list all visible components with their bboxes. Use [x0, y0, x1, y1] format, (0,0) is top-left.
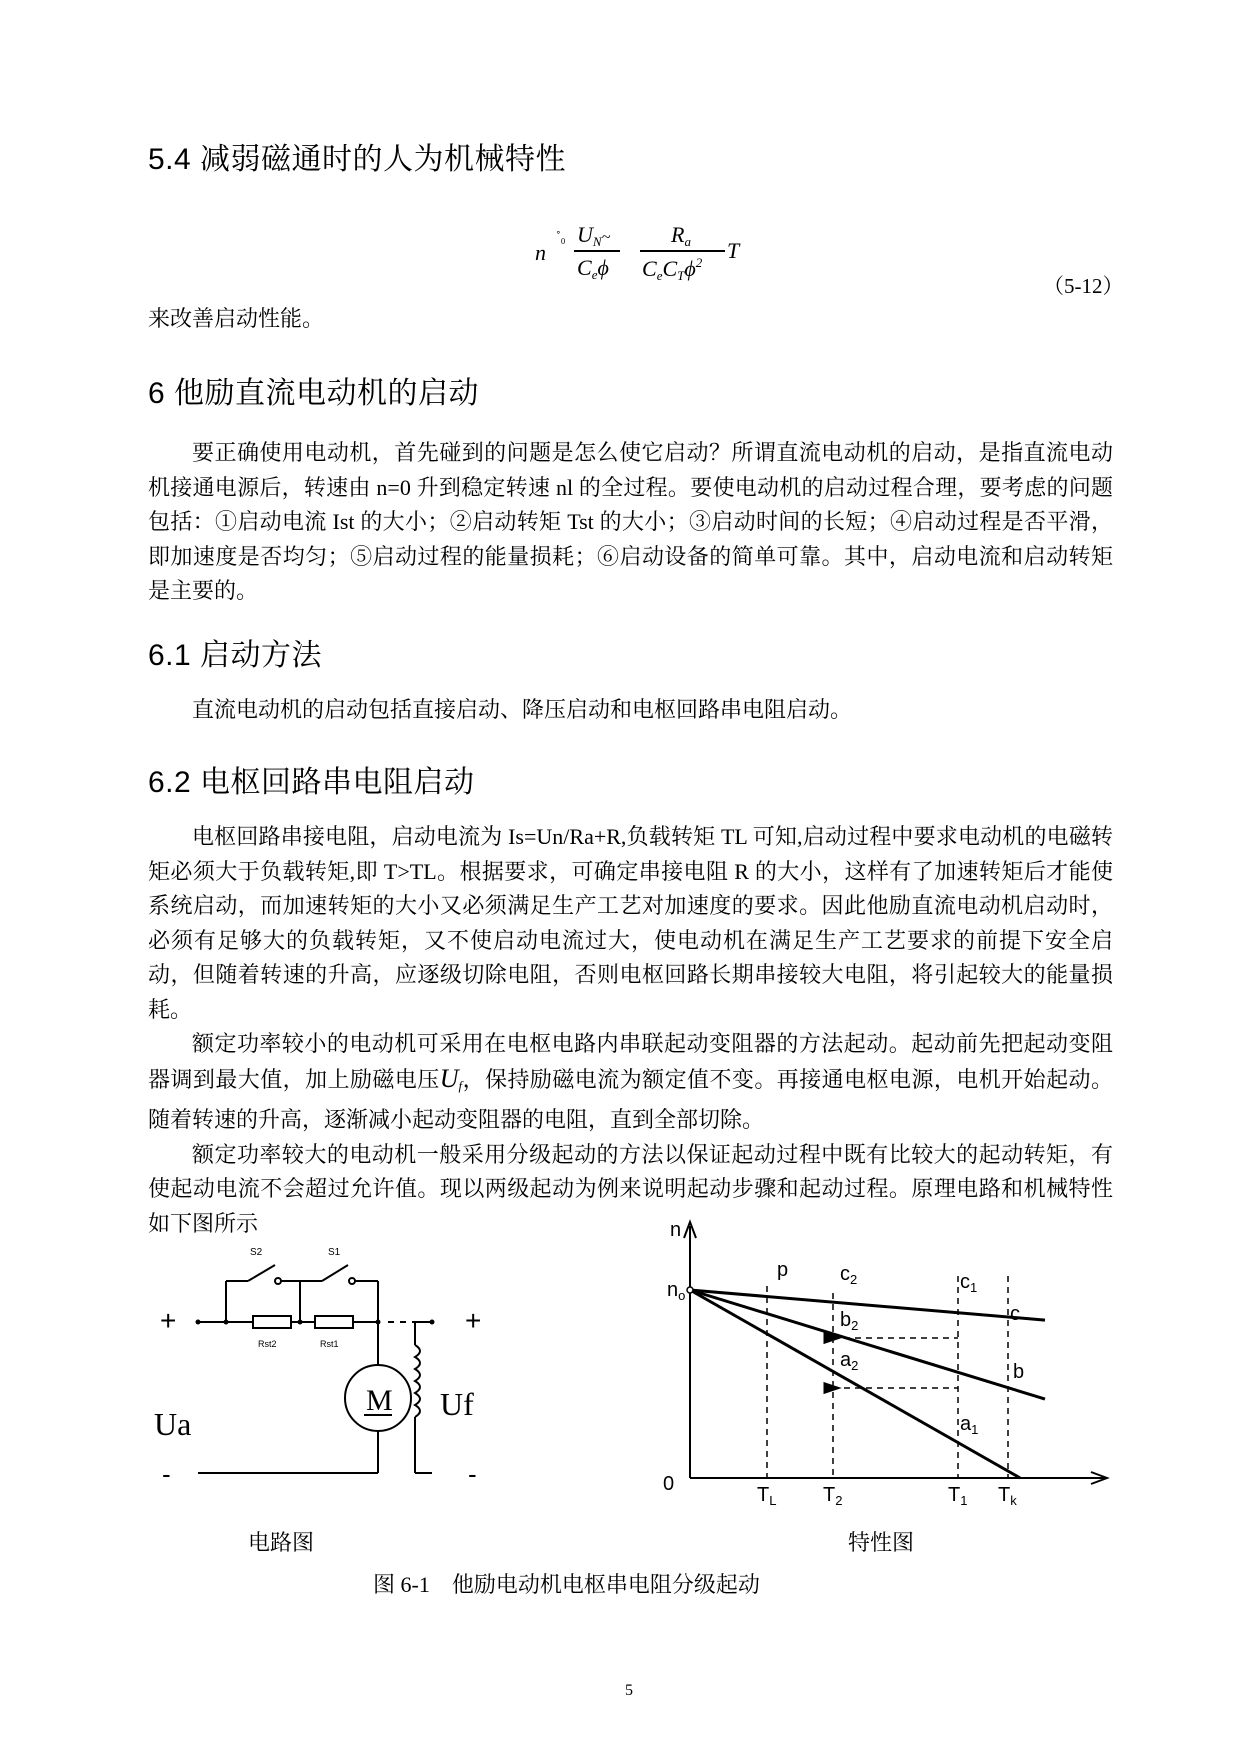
formula-den2: $C_eC_T\phi^2$ [642, 255, 703, 283]
paragraph-6-1: 直流电动机的启动包括直接启动、降压启动和电枢回路串电阻启动。 [192, 697, 853, 722]
resistor-r1-label: Rst1 [320, 1339, 339, 1349]
motor-label: M [366, 1384, 393, 1417]
x-tick-label: $T_L$ [757, 1484, 777, 1508]
point-label: c [1010, 1303, 1020, 1325]
section-heading-6-2: 6.2 电枢回路串电阻启动 [148, 766, 475, 799]
characteristic-chart [655, 1218, 1115, 1523]
point-label: $a_1$ [960, 1413, 979, 1437]
formula-num1: $U_N\sim$ [577, 222, 611, 249]
point-label: $b_2$ [840, 1309, 859, 1333]
formula-tail: T [727, 238, 740, 263]
terminal-dot [430, 1320, 435, 1325]
formula-den1: $C_e\phi$ [577, 255, 609, 282]
page-number: 5 [625, 1682, 633, 1699]
y-axis-label: n [670, 1219, 682, 1241]
junction-dot [376, 1320, 381, 1325]
paragraph-6-2c: 额定功率较大的电动机一般采用分级起动的方法以保证起动过程中既有比较大的起动转矩，有使起动电流不会超过允许值。现以两级起动为例来说明起动步骤和起动过程。原理电路和机械特性如下图所示 [148, 1141, 1113, 1236]
point-label: b [1013, 1361, 1025, 1383]
paragraph-6: 要正确使用电动机，首先碰到的问题是怎么使它启动？所谓直流电动机的启动，是指直流电动机接通电源后，转速由 n=0 升到稳定转速 nl 的全过程。要使电动机的启动过程合理，要考虑的问题包括：①启动电流 Ist 的大小；②启动转矩 Tst 的大小；③启动时间的长短；④启动过程是否平滑，即加速度是否均匀；⑤启动过程的能量损耗；⑥启动设备的简单可靠。其中，启动电流和启动转矩是主要的。 [148, 440, 1113, 603]
figure-caption: 图 6-1 他励电动机电枢串电阻分级起动 [373, 1572, 760, 1597]
plus-left: + [160, 1305, 177, 1336]
paragraph-6-2a: 电枢回路串接电阻，启动电流为 Is=Un/Ra+R,负载转矩 TL 可知,启动过程中要求电动机的电磁转矩必须大于负载转矩,即 T>TL。根据要求，可确定串接电阻 R 的大小，这样有了加速转矩后才能使系统启动，而加速转矩的大小又必须满足生产工艺对加速度的要求。因此他励直流电动机启动时，必须有足够大的负载转矩，又不使启动电流过大，使电动机在满足生产工艺要求的前提下安全启动，但随着转速的升高，应逐级切除电阻，否则电枢回路长期串接较大电阻，将引起较大的能量损耗。 [148, 824, 1113, 1022]
plus-right: + [465, 1305, 482, 1336]
n0-point [687, 1287, 693, 1293]
x-tick-label: $T_1$ [948, 1484, 968, 1508]
formula-number: （5-12） [1043, 274, 1124, 298]
circuit-caption: 电路图 [248, 1530, 315, 1555]
fraction-bar-1 [574, 250, 620, 252]
point-label: p [777, 1259, 789, 1281]
n0-label: $n_o$ [667, 1279, 686, 1303]
point-label: $c_2$ [840, 1263, 858, 1287]
switch-s1-label: S1 [328, 1247, 341, 1258]
transition-arrow [825, 1384, 837, 1392]
section-heading-6: 6 他励直流电动机的启动 [148, 377, 480, 410]
junction-dot [224, 1320, 229, 1325]
minus-left: - [162, 1459, 171, 1489]
point-label: $c_1$ [960, 1271, 978, 1295]
ua-label: Ua [154, 1406, 192, 1442]
x-tick-label: $T_2$ [823, 1484, 843, 1508]
section-heading-6-1: 6.1 启动方法 [148, 639, 323, 672]
junction-dot [298, 1320, 303, 1325]
paragraph-6-2b: 额定功率较小的电动机可采用在电枢电路内串联起动变阻器的方法起动。起动前先把起动变阻器调到最大值，加上励磁电压Uf，保持励磁电流为额定值不变。再接通电枢电源，电机开始起动。随着转速的升高，逐渐减小起动变阻器的电阻，直到全部切除。 [148, 1031, 1113, 1132]
uf-symbol: U [439, 1063, 459, 1093]
uf-label: Uf [440, 1386, 474, 1422]
x-tick-label: $T_k$ [998, 1484, 1017, 1508]
formula-eq: ˚₀ [556, 230, 566, 245]
paragraph-6-2 [148, 820, 1113, 1241]
resistor-r2-label: Rst2 [258, 1339, 277, 1349]
after-formula-text: 来改善启动性能。 [148, 306, 325, 331]
switch-s2-label: S2 [250, 1247, 263, 1258]
section-heading-5-4: 5.4 减弱磁通时的人为机械特性 [148, 143, 567, 176]
minus-right: - [468, 1459, 477, 1489]
formula-num2: $R_a$ [671, 222, 691, 249]
formula-lhs: n [535, 240, 546, 265]
circuit-diagram [150, 1225, 510, 1515]
fraction-bar-2 [640, 250, 725, 252]
point-label: $a_2$ [840, 1349, 859, 1373]
terminal-dot [196, 1320, 201, 1325]
origin-label: 0 [663, 1473, 675, 1495]
chart-caption: 特性图 [848, 1530, 915, 1555]
